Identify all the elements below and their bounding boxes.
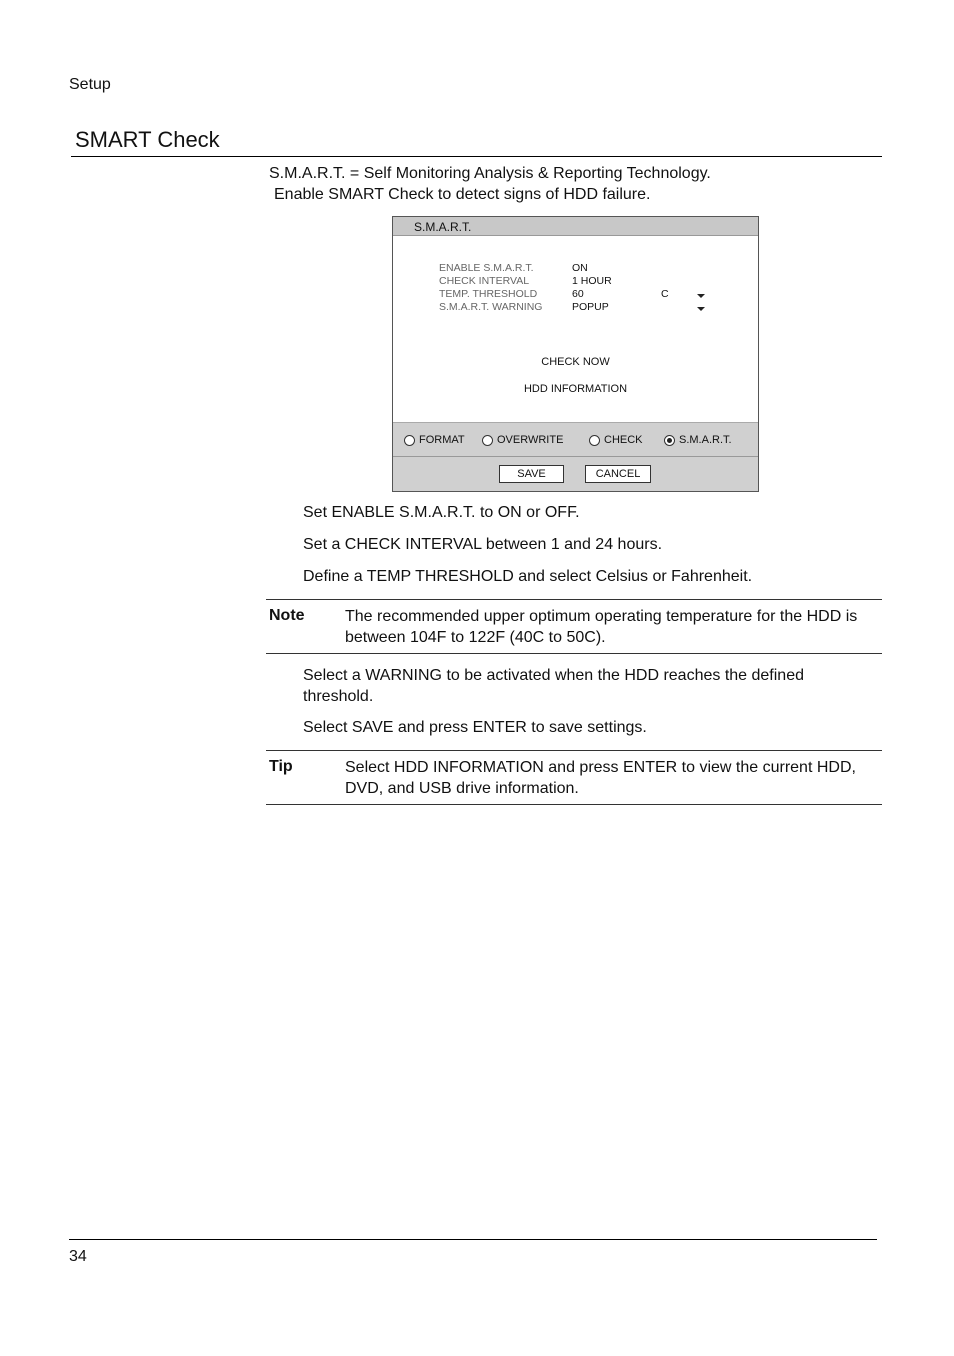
warning-dropdown-icon[interactable] <box>697 307 705 311</box>
note-top-rule <box>266 599 882 600</box>
radio-icon <box>589 435 600 446</box>
button-bar <box>393 456 758 491</box>
radio-selected-icon <box>664 435 675 446</box>
tab-format-label: FORMAT <box>419 434 465 446</box>
tab-overwrite-label: OVERWRITE <box>497 434 564 446</box>
step-5: Select SAVE and press ENTER to save settings. <box>303 719 647 736</box>
radio-icon <box>404 435 415 446</box>
note-heading: Note <box>269 607 305 624</box>
screen-title: S.M.A.R.T. <box>414 220 472 234</box>
cancel-button[interactable]: CANCEL <box>585 465 651 483</box>
tip-bottom-rule <box>266 804 882 805</box>
step-2: Set a CHECK INTERVAL between 1 and 24 hours. <box>303 536 663 553</box>
tab-check-label: CHECK <box>604 434 643 446</box>
tip-heading: Tip <box>269 758 293 775</box>
note-text: The recommended upper optimum operating temperature for the HDD is between 104F to 122F (40C to 50C). <box>345 608 858 646</box>
smart-settings-screen <box>392 216 759 492</box>
footer-rule <box>69 1239 877 1240</box>
tab-smart-label: S.M.A.R.T. <box>679 434 732 446</box>
enable-smart-value[interactable]: ON <box>572 262 588 274</box>
smart-warning-value[interactable]: POPUP <box>572 301 609 313</box>
temp-threshold-value[interactable]: 60 <box>572 288 584 300</box>
tip-text: Select HDD INFORMATION and press ENTER to view the current HDD, DVD, and USB drive information. <box>345 759 856 797</box>
check-interval-label: CHECK INTERVAL <box>439 275 530 287</box>
tip-top-rule <box>266 750 882 751</box>
tab-check[interactable] <box>589 434 643 446</box>
tab-format[interactable] <box>404 434 465 446</box>
intro-text <box>269 163 711 205</box>
screen-titlebar <box>393 217 758 236</box>
radio-icon <box>482 435 493 446</box>
tab-bar <box>393 422 758 456</box>
smart-warning-label: S.M.A.R.T. WARNING <box>439 301 543 313</box>
tab-smart[interactable] <box>664 434 732 446</box>
running-header: Setup <box>69 76 111 93</box>
step-3: Define a TEMP THRESHOLD and select Celsius or Fahrenheit. <box>303 568 753 585</box>
temp-threshold-label: TEMP. THRESHOLD <box>439 288 538 300</box>
temp-unit-value[interactable]: C <box>661 288 669 300</box>
section-title: SMART Check <box>75 127 220 152</box>
page-number: 34 <box>69 1248 87 1265</box>
check-interval-value[interactable]: 1 HOUR <box>572 275 612 287</box>
temp-unit-dropdown-icon[interactable] <box>697 294 705 298</box>
intro-line-2: Enable SMART Check to detect signs of HDD failure. <box>274 186 651 203</box>
step-1: Set ENABLE S.M.A.R.T. to ON or OFF. <box>303 504 580 521</box>
intro-line-1: S.M.A.R.T. = Self Monitoring Analysis & Reporting Technology. <box>269 165 711 182</box>
check-now-button[interactable]: CHECK NOW <box>541 356 610 368</box>
title-divider <box>71 156 882 157</box>
tab-overwrite[interactable] <box>482 434 563 446</box>
note-bottom-rule <box>266 653 882 654</box>
enable-smart-label: ENABLE S.M.A.R.T. <box>439 262 534 274</box>
hdd-information-button[interactable]: HDD INFORMATION <box>523 383 628 395</box>
step-4: Select a WARNING to be activated when the HDD reaches the defined threshold. <box>303 667 804 705</box>
save-button[interactable]: SAVE <box>499 465 564 483</box>
